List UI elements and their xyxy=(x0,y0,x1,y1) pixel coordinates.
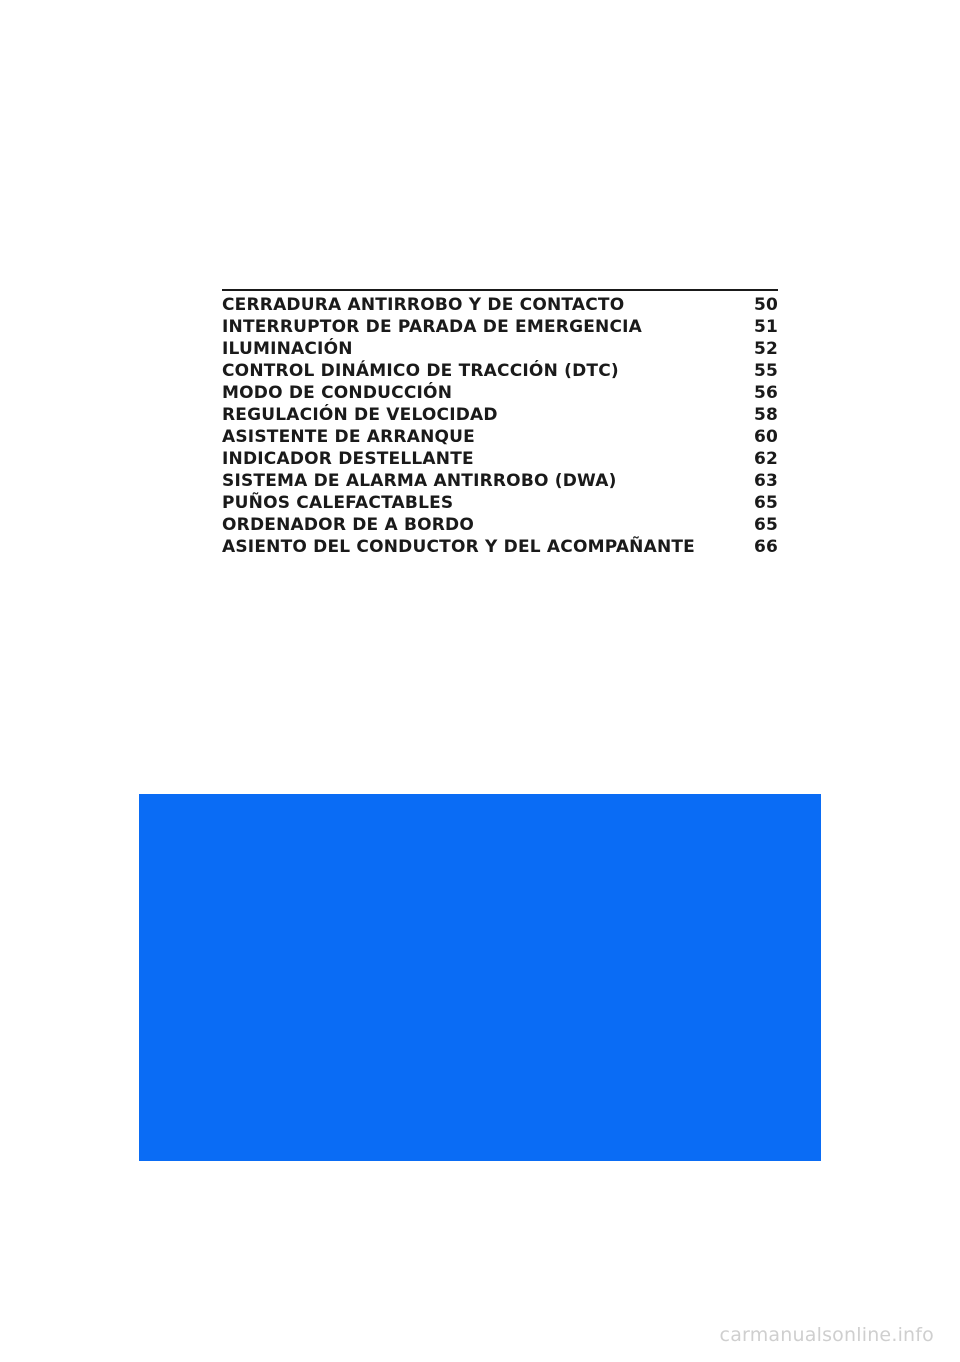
toc-entry-title: REGULACIÓN DE VELOCIDAD xyxy=(222,405,498,425)
toc-entry-title: ILUMINACIÓN xyxy=(222,339,353,359)
table-of-contents xyxy=(222,289,778,558)
toc-entry-page: 52 xyxy=(753,339,778,359)
toc-entry[interactable] xyxy=(222,470,778,492)
toc-entry-title: MODO DE CONDUCCIÓN xyxy=(222,383,453,403)
toc-entry[interactable] xyxy=(222,294,778,316)
toc-entry-page: 63 xyxy=(753,471,778,491)
toc-entry-page: 65 xyxy=(753,515,778,535)
toc-entry-title: ASIENTO DEL CONDUCTOR Y DEL ACOMPAÑANTE xyxy=(222,537,695,557)
toc-entry-title: INDICADOR DESTELLANTE xyxy=(222,449,474,469)
toc-entry-title: ORDENADOR DE A BORDO xyxy=(222,515,475,535)
toc-entry[interactable] xyxy=(222,448,778,470)
toc-entry-page: 56 xyxy=(753,383,778,403)
toc-entry[interactable] xyxy=(222,338,778,360)
toc-entry-page: 60 xyxy=(753,427,778,447)
toc-entry-title: PUÑOS CALEFACTABLES xyxy=(222,493,454,513)
toc-entry[interactable] xyxy=(222,514,778,536)
toc-entry-page: 50 xyxy=(753,295,778,315)
toc-entry-title: SISTEMA DE ALARMA ANTIRROBO (DWA) xyxy=(222,471,617,491)
toc-entry-page: 58 xyxy=(753,405,778,425)
toc-entry-title: ASISTENTE DE ARRANQUE xyxy=(222,427,475,447)
watermark: carmanualsonline.info xyxy=(719,1324,934,1346)
toc-entry[interactable] xyxy=(222,316,778,338)
toc-entry-page: 51 xyxy=(753,317,778,337)
toc-entry-page: 55 xyxy=(753,361,778,381)
toc-entry-title: INTERRUPTOR DE PARADA DE EMERGENCIA xyxy=(222,317,643,337)
toc-entry-page: 62 xyxy=(753,449,778,469)
toc-entry[interactable] xyxy=(222,382,778,404)
blue-image-panel xyxy=(139,794,821,1161)
toc-entry-page: 65 xyxy=(753,493,778,513)
toc-entry[interactable] xyxy=(222,404,778,426)
toc-entry[interactable] xyxy=(222,426,778,448)
toc-entry[interactable] xyxy=(222,492,778,514)
toc-entry-page: 66 xyxy=(753,537,778,557)
toc-entry-title: CONTROL DINÁMICO DE TRACCIÓN (DTC) xyxy=(222,361,619,381)
toc-entry[interactable] xyxy=(222,536,778,558)
toc-entry-title: CERRADURA ANTIRROBO Y DE CONTACTO xyxy=(222,295,625,315)
toc-entry[interactable] xyxy=(222,360,778,382)
